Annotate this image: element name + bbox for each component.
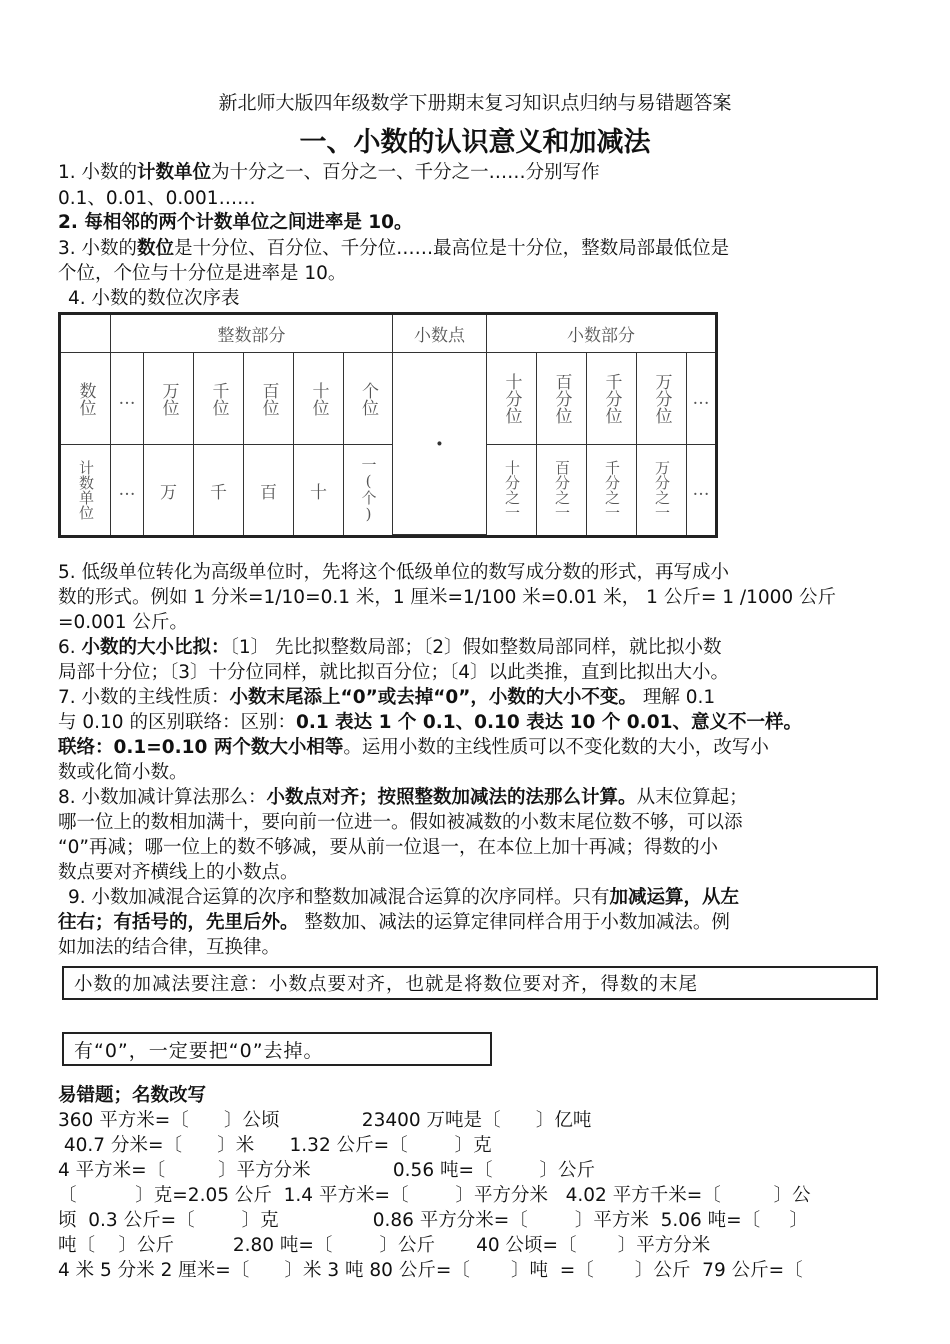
exercise-line-6: 吨〔 〕公斤 2.80 吨=〔 〕公斤 40 公顷=〔 〕平方分米 — [58, 1235, 711, 1256]
exercise-line-2: 40.7 分米=〔 〕米 1.32 公斤=〔 〕克 — [58, 1135, 492, 1156]
place-cell — [537, 353, 587, 445]
point-3-line-1 — [58, 238, 729, 260]
exercise-line-7: 4 米 5 分米 2 厘米=〔 〕米 3 吨 80 公斤=〔 〕吨 =〔 〕公斤 79 公斤=〔 — [58, 1260, 803, 1281]
bold-term: 联络：0.1=0.10 两个数大小相等 — [58, 737, 344, 758]
unit-cell — [487, 445, 537, 535]
bold-term: 加减运算，从左 — [609, 887, 740, 908]
point-6-line-2: 局部十分位；〔3〕十分位同样，就比拟百分位；〔4〕以此类推，直到比拟出大小。 — [58, 662, 730, 683]
point-7-line-2 — [58, 712, 802, 734]
text-span: 是十分位、百分位、千分位……最高位是十分位，整数局部最低位是 — [174, 238, 730, 259]
text-span: 3. 小数的 — [58, 238, 138, 259]
unit-text: 一(个) — [359, 457, 378, 523]
exercise-heading: 易错题；名数改写 — [58, 1085, 207, 1106]
unit-cell: 万 — [144, 445, 194, 535]
point-9-line-2 — [58, 912, 730, 934]
point-3-line-2: 个位，个位与十分位是进率是 10。 — [58, 263, 347, 284]
place-text: 万分位 — [651, 373, 672, 424]
point-9-line-1 — [68, 887, 739, 909]
ellipsis-cell: … — [687, 353, 715, 445]
place-text: 个位 — [358, 381, 378, 416]
point-5-line-2: 数的形式。例如 1 分米=1/10=0.1 米，1 厘米=1/100 米=0.01 米， 1 公斤= 1 /1000 公斤 — [58, 587, 837, 608]
place-value-table — [58, 312, 718, 538]
header-integer-part: 整数部分 — [111, 315, 393, 353]
place-cell — [294, 353, 344, 445]
place-text: 千位 — [208, 381, 229, 416]
unit-cell — [637, 445, 687, 535]
notice-box-line-1: 小数的加减法要注意：小数点要对齐，也就是将数位要对齐，得数的末尾 — [62, 966, 878, 1000]
notice-box-line-2: 有“0”，一定要把“0”去掉。 — [62, 1032, 492, 1066]
place-cell — [144, 353, 194, 445]
place-text: 十位 — [308, 381, 329, 416]
text-span: 9. 小数加减混合运算的次序和整数加减混合运算的次序同样。只有 — [68, 887, 610, 908]
exercise-line-4: 〔 〕克=2.05 公斤 1.4 平方米=〔 〕平方分米 4.02 平方千米=〔 〕公 — [58, 1185, 811, 1206]
place-text: 十分位 — [501, 373, 522, 424]
text-span: 6. — [58, 637, 82, 658]
bold-term: 0.1 表达 1 个 0.1、0.10 表达 10 个 0.01、意义不一样。 — [295, 712, 802, 733]
point-9-line-3: 如加法的结合律，互换律。 — [58, 937, 281, 958]
point-6-line-1 — [58, 637, 722, 659]
text-span: 理解 0.1 — [636, 687, 716, 708]
document-subtitle: 新北师大版四年级数学下册期末复习知识点归纳与易错题答案 — [218, 92, 732, 114]
point-8-line-2: 哪一位上的数相加满十，要向前一位进一。假如被减数的小数末尾位数不够，可以添 — [58, 812, 743, 833]
unit-text: 万分之一 — [653, 460, 671, 520]
row-label-text: 计数单位 — [77, 460, 95, 520]
point-5-line-3: =0.001 公斤。 — [58, 612, 188, 633]
unit-cell — [587, 445, 637, 535]
text-span: 与 0.10 的区别联络：区别： — [58, 712, 296, 733]
text-span: 。运用小数的主线性质可以不变化数的大小，改写小 — [343, 737, 769, 758]
unit-cell: 千 — [194, 445, 244, 535]
text-span: 从末位算起； — [636, 787, 748, 808]
exercise-line-5: 顷 0.3 公斤=〔 〕克 0.86 平方分米=〔 〕平方米 5.06 吨=〔 〕 — [58, 1210, 809, 1231]
bold-term: 小数的大小比拟： — [81, 637, 230, 658]
point-4: 4. 小数的数位次序表 — [68, 288, 240, 309]
ellipsis-cell: … — [111, 353, 144, 445]
exercise-line-1: 360 平方米=〔 〕公顷 23400 万吨是〔 〕亿吨 — [58, 1110, 592, 1131]
place-text: 万位 — [158, 381, 179, 416]
unit-cell: 百 — [244, 445, 294, 535]
unit-cell — [537, 445, 587, 535]
row-label-units — [61, 445, 111, 535]
text-span: 整数加、减法的运算定律同样合用于小数加减法。例 — [298, 912, 730, 933]
text-span: 〔1〕 先比拟整数局部；〔2〕假如整数局部同样，就比拟小数 — [229, 637, 722, 658]
unit-text: 百分之一 — [553, 460, 571, 520]
place-text: 百位 — [258, 381, 279, 416]
point-2: 2. 每相邻的两个计数单位之间进率是 10。 — [58, 212, 413, 233]
header-decimal-part: 小数部分 — [487, 315, 715, 353]
text-span: 1. 小数的 — [58, 162, 138, 183]
section-title: 一、小数的认识意义和加减法 — [299, 127, 651, 158]
place-text: 千分位 — [601, 373, 622, 424]
place-cell — [244, 353, 294, 445]
bold-term: 小数末尾添上“0”或去掉“0”，小数的大小不变。 — [229, 687, 637, 708]
table-corner-cell — [61, 315, 111, 353]
text-span: 为十分之一、百分之一、千分之一……分别写作 — [211, 162, 600, 183]
place-cell — [587, 353, 637, 445]
place-cell — [637, 353, 687, 445]
bold-term: 往右；有括号的，先里后外。 — [58, 912, 299, 933]
point-7-line-3 — [58, 737, 769, 759]
place-cell — [194, 353, 244, 445]
unit-cell — [344, 445, 393, 535]
row-label-text: 数位 — [75, 381, 96, 416]
row-label-places — [61, 353, 111, 445]
point-8-line-1 — [58, 787, 748, 809]
header-decimal-point: 小数点 — [393, 315, 487, 353]
ellipsis-cell: … — [111, 445, 144, 535]
unit-text: 千分之一 — [603, 460, 621, 520]
bold-term: 计数单位 — [137, 162, 212, 183]
point-1-line-2: 0.1、0.01、0.001…… — [58, 188, 256, 209]
place-cell — [344, 353, 393, 445]
text-span: 8. 小数加减计算法那么： — [58, 787, 267, 808]
ellipsis-cell: … — [692, 480, 710, 500]
point-7-line-1 — [58, 687, 715, 709]
bold-term: 小数点对齐；按照整数加减法的法那么计算。 — [266, 787, 637, 808]
text-span: 7. 小数的主线性质： — [58, 687, 230, 708]
decimal-point-cell: · — [393, 353, 487, 535]
exercise-line-3: 4 平方米=〔 〕平方分米 0.56 吨=〔 〕公斤 — [58, 1160, 596, 1181]
point-8-line-4: 数点要对齐横线上的小数点。 — [58, 862, 299, 883]
point-5-line-1: 5. 低级单位转化为高级单位时，先将这个低级单位的数写成分数的形式，再写成小 — [58, 562, 730, 583]
bold-term: 数位 — [137, 238, 175, 259]
point-8-line-3: “0”再减；哪一位上的数不够减，要从前一位退一，在本位上加十再减；得数的小 — [58, 837, 718, 858]
point-1-line-1 — [58, 162, 600, 184]
place-cell — [487, 353, 537, 445]
place-text: 百分位 — [551, 373, 572, 424]
unit-text: 十分之一 — [503, 460, 521, 520]
unit-cell: 十 — [294, 445, 344, 535]
point-7-line-4: 数或化简小数。 — [58, 762, 188, 783]
